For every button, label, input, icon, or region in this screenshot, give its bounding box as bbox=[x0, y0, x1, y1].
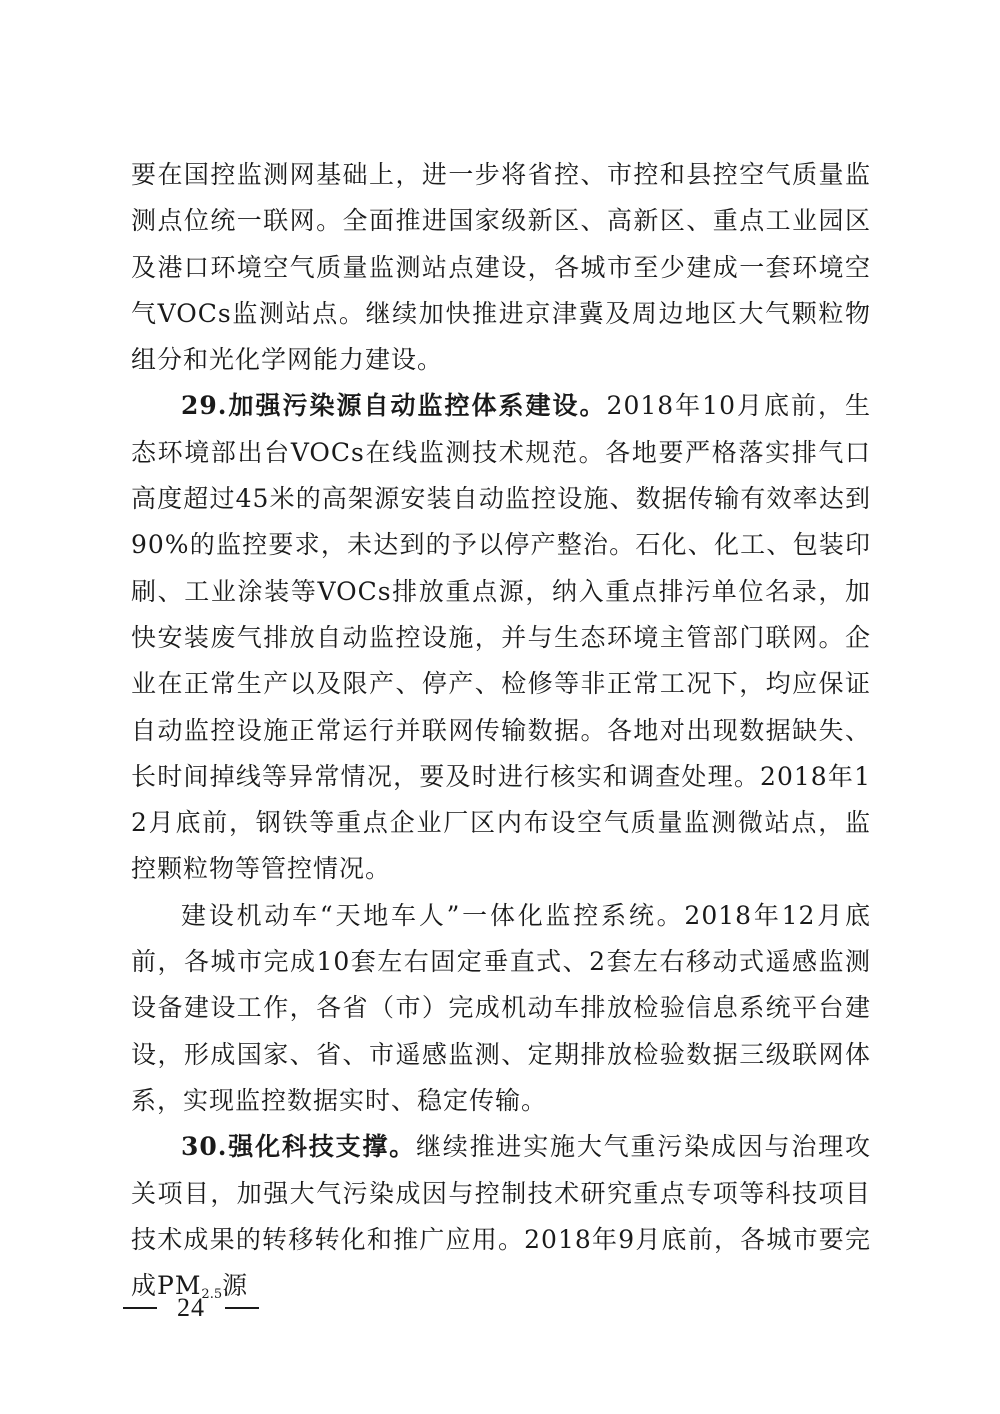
page-number: 24 bbox=[177, 1293, 205, 1322]
pm-subscript: 2.5 bbox=[201, 1287, 223, 1303]
body-text bbox=[131, 152, 871, 1318]
item-30-tail: 源 bbox=[222, 1271, 249, 1301]
footer-dash-right bbox=[225, 1307, 259, 1309]
paragraph-item-29 bbox=[131, 383, 871, 892]
paragraph-text: 要在国控监测网基础上，进一步将省控、市控和县控空气质量监测点位统一联网。全面推进国家级新区、高新区、重点工业园区及港口环境空气质量监测站点建设，各城市至少建成一套环境空气VOCs监测站点。继续加快推进京津冀及周边地区大气颗粒物组分和光化学网能力建设。 bbox=[131, 160, 871, 375]
paragraph-text: 建设机动车“天地车人”一体化监控系统。2018年12月底前，各城市完成10套左右固定垂直式、2套左右移动式遥感监测设备建设工作，各省（市）完成机动车排放检验信息系统平台建设，形成国家、省、市遥感监测、定期排放检验数据三级联网体系，实现监控数据实时、稳定传输。 bbox=[131, 900, 871, 1115]
item-30-heading: 30.强化科技支撑。 bbox=[181, 1132, 416, 1162]
paragraph-item-30 bbox=[131, 1124, 871, 1318]
item-29-heading: 29.加强污染源自动监控体系建设。 bbox=[181, 391, 607, 421]
item-30-body: 继续推进实施大气重污染成因与治理攻关项目，加强大气污染成因与控制技术研究重点专项等科技项目技术成果的转移转化和推广应用。2018年9月底前，各城市要完成PM bbox=[131, 1132, 871, 1301]
footer-dash-left bbox=[123, 1307, 157, 1309]
paragraph-vehicle-monitoring bbox=[131, 893, 871, 1124]
page-footer bbox=[123, 1292, 259, 1323]
item-29-body: 2018年10月底前，生态环境部出台VOCs在线监测技术规范。各地要严格落实排气口高度超过45米的高架源安装自动监控设施、数据传输有效率达到90%的监控要求，未达到的予以停产整治。石化、化工、包装印刷、工业涂装等VOCs排放重点源，纳入重点排污单位名录，加快安装废气排放自动监控设施，并与生态环境主管部门联网。企业在正常生产以及限产、停产、检修等非正常工况下，均应保证自动监控设施正常运行并联网传输数据。各地对出现数据缺失、长时间掉线等异常情况，要及时进行核实和调查处理。2018年12月底前，钢铁等重点企业厂区内布设空气质量监测微站点，监控颗粒物等管控情况。 bbox=[131, 391, 872, 884]
paragraph-monitoring-network bbox=[131, 152, 871, 383]
